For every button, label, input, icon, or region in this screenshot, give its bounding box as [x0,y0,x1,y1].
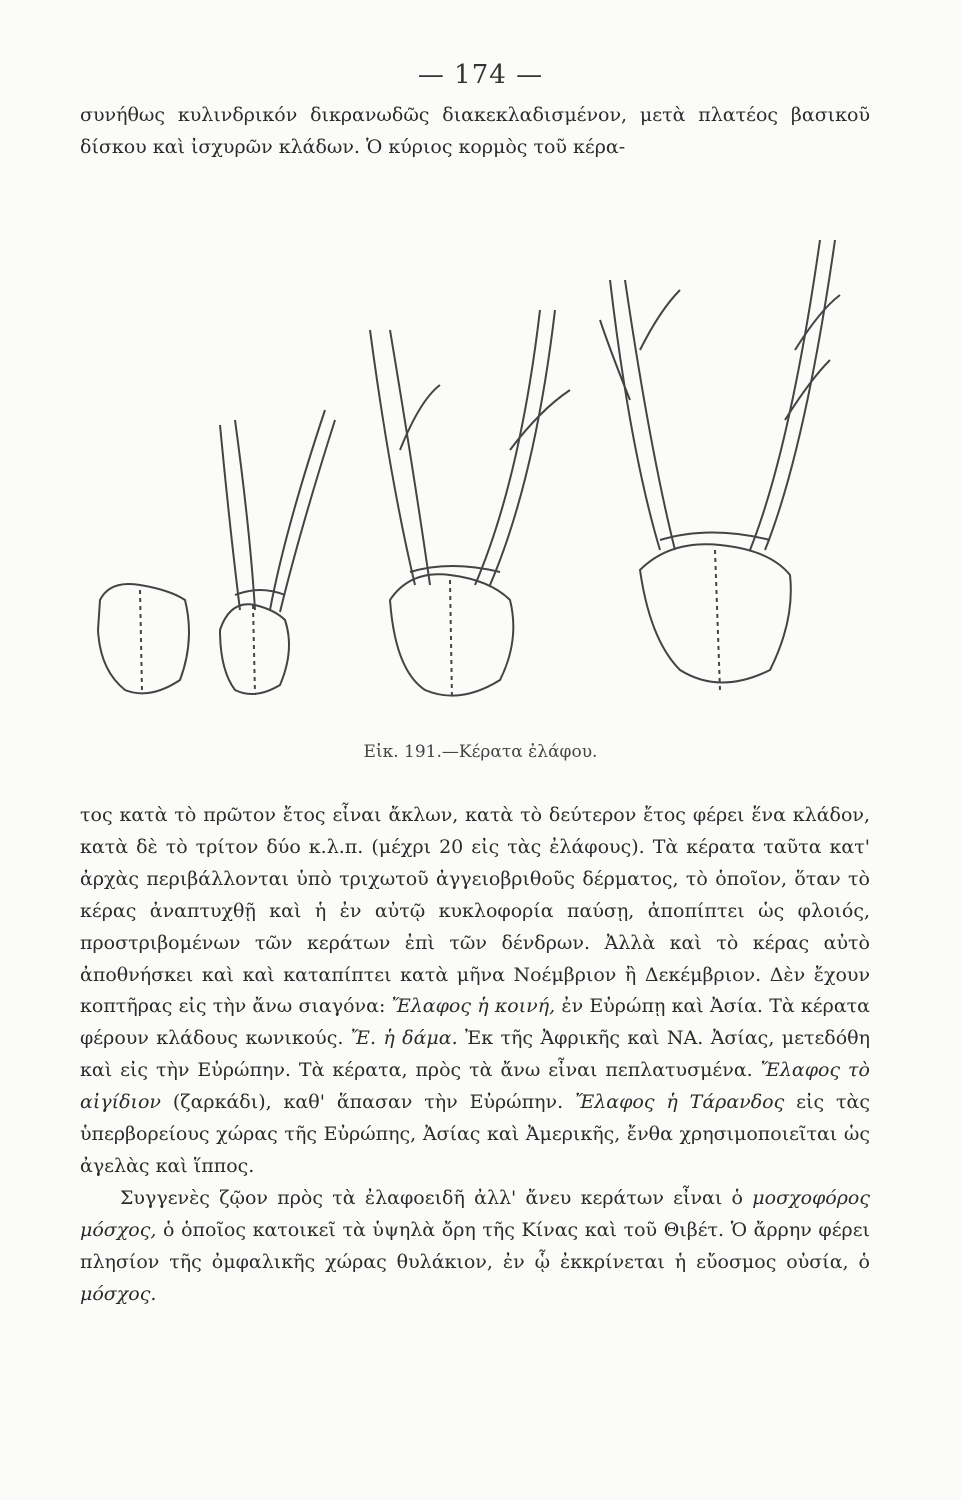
text-segment: (ζαρκάδι), καθ' ἅπασαν τὴν Εὐρώπην. [172,1091,564,1114]
antler-stage-4 [600,240,840,690]
antler-stage-2 [220,410,335,695]
text-segment: ἐν Εὐρώπῃ καὶ Ἀσία. Τὰ κέρατα φέρουν κλάδους κωνικούς. [80,995,870,1050]
antlers-drawing [70,200,870,720]
text-segment: τος κατὰ τὸ πρῶτον ἔτος εἶναι ἄκλων, κατὰ τὸ δεύτερον ἔτος φέρει ἕνα κλάδον, κατὰ δὲ τὸ τρίτον δύο κ.λ.π. (μέχρι 20 εἰς τὰς ἐλάφους). Τὰ κέρατα ταῦτα κατ' ἀρχὰς περιβάλλονται ὑπὸ τριχωτοῦ ἀγγειοβριθοῦς δέρματος, τὸ ὁποῖον, ὅταν τὸ κέρας ἀναπτυχθῇ καὶ ἡ ἐν αὐτῷ κυκλοφορία παύσῃ, ἀποπίπτει ὡς φλοιός, προστριβομένων τῶν κεράτων ἐπὶ τῶν δένδρων. Ἀλλὰ καὶ τὸ κέρας αὐτὸ ἀποθνήσκει καὶ καὶ καταπίπτει κατὰ μῆνα Νοέμβριον ἢ Δεκέμβριον. Δὲν ἔχουν κοπτῆρας εἰς τὴν ἄνω σιαγόνα: [80,804,870,1018]
species-name: Ἔλαφος ἡ Τάρανδος [575,1091,785,1114]
page-number: — 174 — [417,60,544,90]
species-name: μόσχος. [80,1282,157,1305]
text-segment: ὁ ὁποῖος κατοικεῖ τὰ ὑψηλὰ ὄρη τῆς Κίνας καὶ τοῦ Θιβέτ. Ὁ ἄρρην φέρει πλησίον τῆς ὀμφαλικῆς χώρας θυλάκιον, ἐν ᾧ ἐκκρίνεται ἡ εὔοσμος οὐσία, ὁ [80,1218,870,1273]
antler-stage-1 [98,584,189,693]
paragraph-top: συνήθως κυλινδρικόν δικρανωδῶς διακεκλαδισμένον, μετὰ πλατέος βασικοῦ δίσκου καὶ ἰσχυρῶν κλάδων. Ὁ κύριος κορμὸς τοῦ κέρα- [80,104,870,158]
species-name: Ἔλαφος ἡ κοινή, [391,995,556,1018]
antler-stage-3 [370,310,570,700]
species-name: μοσχοφόρος μόσχος, [80,1186,870,1241]
text-segment: Συγγενὲς ζῷον πρὸς τὰ ἐλαφοειδῆ ἀλλ' ἄνευ κεράτων εἶναι ὁ [120,1186,743,1209]
bottom-paragraph-block [80,800,870,1311]
paragraph-antlers [80,800,870,1183]
top-paragraph-block [80,100,870,164]
text-segment: εἰς τὰς ὑπερβορείους χώρας τῆς Εὐρώπης, Ἀσίας καὶ Ἀμερικῆς, ἔνθα χρησιμοποιεῖται ὡς ἀγελὰς καὶ ἵππος. [80,1091,870,1177]
text-segment: Ἐκ τῆς Ἀφρικῆς καὶ ΝΑ. Ἀσίας, μετεδόθη καὶ εἰς τὴν Εὐρώπην. Τὰ κέρατα, πρὸς τὰ ἄνω εἶναι πεπλατυσμένα. [80,1027,871,1082]
paragraph-musk-deer [80,1183,870,1311]
antler-illustration [70,200,870,720]
species-name: Ἔλαφος τὸ αἰγίδιον [80,1059,870,1114]
figure-caption: Εἰκ. 191.—Κέρατα ἐλάφου. [363,742,598,762]
species-name: Ἔ. ἡ δάμα. [350,1027,458,1050]
